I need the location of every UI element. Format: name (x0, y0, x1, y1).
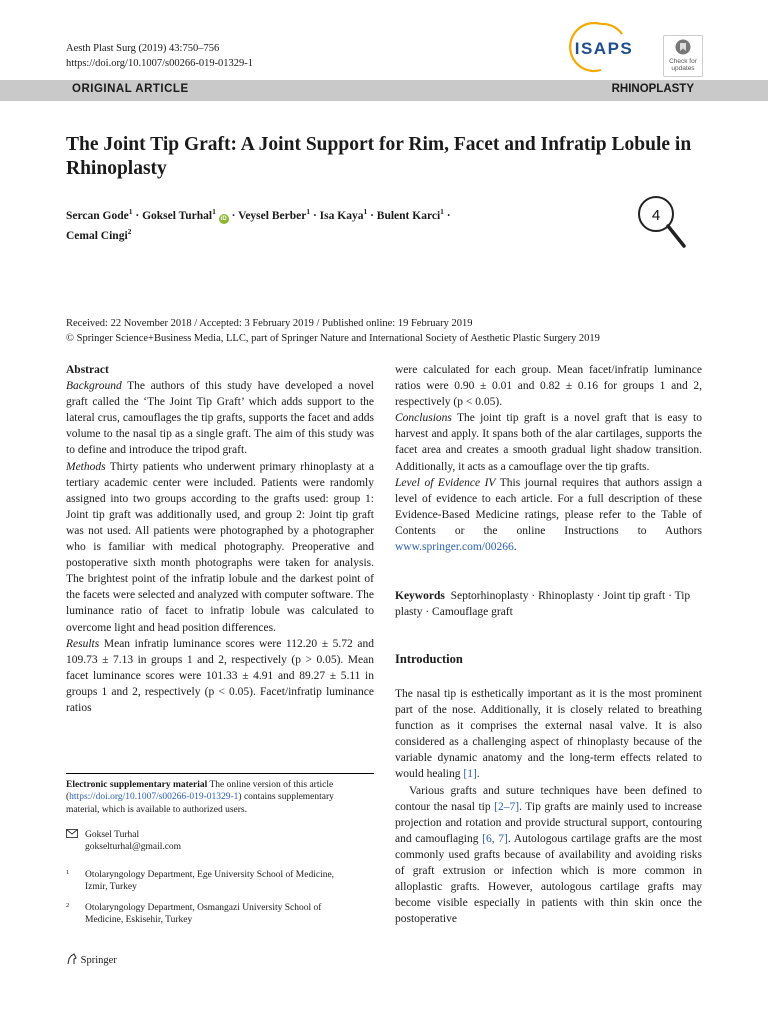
methods-text: Thirty patients who underwent primary rhinoplasty at a tertiary academic center were included. Patients were randomly assigned into two groups according to the grafts used: group 1: Joint tip graft was additionally used, and group 2: Joint tip graft was not used. All patients were photographed by a photographer who is familiar with medical photography. Preoperative and postoperative sixth month photographs were taken for analysis. The brightest point of the infratip lobule and the darkest point of the facets were selected and analyzed with computer software. The luminance ratio of facet to infratip lobule was calculated to overcome light and head position differences. (66, 460, 374, 634)
author-list: Sercan Gode$^1$ · Goksel Turhal$^1$ iD · Veysel Berber$^1$ · Isa Kaya$^1$ · Bulent Karci$^1$ · Cemal Cingi$^2$ (66, 207, 451, 242)
citation-link[interactable]: [2–7] (494, 800, 520, 813)
keywords-label: Keywords (395, 590, 445, 602)
background-text: The authors of this study have developed a novel graft called the ‘The Joint Tip Graft’ which adds support to the lateral crus, camouflages the tip grafts, supports the facet and adds volume to the nasal tip as a single graft. The aim of this study was to define and introduce the tripod graft. (66, 380, 374, 457)
check-for-updates-button[interactable] (663, 35, 703, 77)
publication-dates (66, 316, 600, 346)
doi-link[interactable]: https://doi.org/10.1007/s00266-019-01329-1 (66, 58, 254, 69)
author-name[interactable]: Isa Kaya (319, 209, 364, 222)
author-affiliation-marker: 1 (128, 207, 133, 216)
footnote-divider (66, 773, 374, 774)
author-affiliation-marker: 1 (212, 207, 216, 216)
abstract-heading: Abstract (66, 364, 109, 376)
springer-horse-icon (66, 953, 78, 965)
citation-link[interactable]: [6, 7] (482, 832, 508, 845)
introduction-heading: Introduction (395, 652, 463, 666)
corresponding-author-email[interactable]: gokselturhal@gmail.com (85, 842, 182, 853)
keywords-text: Septorhinoplasty · Rhinoplasty · Joint tip graft · Tip plasty · Camouflage graft (395, 590, 691, 619)
isaps-logo (556, 20, 646, 74)
methods-label: Methods (66, 460, 106, 473)
author-affiliation-marker: 1 (440, 207, 444, 216)
esm-doi-link[interactable]: https://doi.org/10.1007/s00266-019-01329-1 (69, 792, 239, 803)
bookmark-icon (675, 39, 691, 57)
article-type-label: ORIGINAL ARTICLE (72, 83, 189, 95)
affiliation-number: 1 (66, 869, 70, 876)
conclusions-label: Conclusions (395, 412, 452, 425)
loe-end: . (513, 541, 517, 554)
abstract-column (66, 362, 374, 716)
author-affiliation-marker: 1 (363, 207, 368, 216)
received-accepted-published: Received: 22 November 2018 / Accepted: 3 February 2019 / Published online: 19 February 2019 (66, 318, 473, 329)
loe-text: This journal requires that authors assign a level of evidence to each article. For a full description of these Evidence-Based Medicine ratings, please refer to the Table of Contents or the online Instructions to Authors (395, 476, 702, 537)
affiliation-1: Otolaryngology Department, Ege University School of Medicine, Izmir, Turkey (85, 870, 335, 893)
keywords (395, 588, 702, 620)
author-name[interactable]: Goksel Turhal (142, 209, 213, 222)
publisher-footer (66, 953, 117, 966)
article-type-band (0, 80, 768, 101)
author-affiliation-marker: 1 (306, 207, 311, 216)
section-label: RHINOPLASTY (611, 83, 694, 95)
abstract-conclusions (395, 410, 702, 474)
article-title: The Joint Tip Graft: A Joint Support for Rim, Facet and Infratip Lobule in Rhinoplasty (66, 134, 692, 179)
journal-meta (66, 41, 253, 71)
introduction-body (395, 686, 702, 927)
intro-paragraph-1 (395, 686, 702, 783)
journal-citation: Aesth Plast Surg (2019) 43:750–756 (66, 43, 220, 54)
intro-p2-text-b: . Tip grafts are mainly used to increase projection and rotation and provide structural support, contouring and camouflaging (395, 800, 702, 845)
author-name[interactable]: Bulent Karci (376, 209, 441, 222)
esm-text-b: ) contains supplementary material, which is available to authorized users. (66, 792, 334, 815)
affiliation-2: Otolaryngology Department, Osmangazi University School of Medicine, Eskisehir, Turkey (85, 903, 322, 926)
results-label: Results (66, 637, 100, 650)
abstract-methods (66, 459, 374, 636)
esm-footnote (66, 779, 366, 816)
springer-instructions-link[interactable]: www.springer.com/00266 (395, 541, 514, 554)
abstract-level-of-evidence (395, 475, 702, 555)
intro-p2-text-c: . Autologous cartilage grafts are the most commonly used grafts because of availability and avoiding risks of graft extrusion or infection which is more common in alloplastic grafts. However, autologous cartilage grafts may become visible especially in patients with thin skin once the postoperative (395, 832, 702, 926)
abstract-background (66, 378, 374, 458)
abstract-continued-column (395, 362, 702, 555)
author-name[interactable]: Veysel Berber (238, 209, 307, 222)
results-continued: were calculated for each group. Mean facet/infratip luminance ratios were 0.90 ± 0.01 and 0.82 ± 0.16 for groups 1 and 2, respectively (p < 0.05). (395, 364, 702, 409)
isaps-logo-text: ISAPS (574, 39, 634, 58)
intro-p1-text: The nasal tip is esthetically important as it is the most prominent part of the nose. Additionally, it is closely related to breathing function as it comprises the external nasal valve. It is also considered as a challenging aspect of rhinoplasty because of the variable dynamic anatomy and the long-term effects related to would healing (395, 688, 702, 781)
results-text: Mean infratip luminance scores were 112.20 ± 5.72 and 109.73 ± 7.13 in groups 1 and 2, respectively (p > 0.05). Mean facet luminance scores were 101.33 ± 4.91 and 89.27 ± 5.11 in groups 1 and 2, respectively (p < 0.05). Facet/infratip luminance ratios (66, 637, 374, 714)
copyright-line: © Springer Science+Business Media, LLC, part of Springer Nature and International Society of Aesthetic Plastic Surgery 2019 (66, 333, 600, 344)
affiliation-number: 2 (66, 902, 70, 909)
intro-p2-text-a: Various grafts and suture techniques have been defined to contour the nasal tip (395, 784, 702, 813)
intro-paragraph-2 (395, 783, 702, 928)
author-name[interactable]: Sercan Gode (66, 209, 129, 222)
orcid-icon[interactable]: iD (220, 215, 227, 222)
evidence-level-number: 4 (651, 207, 661, 224)
author-name[interactable]: Cemal Cingi (66, 229, 128, 242)
loe-label: Level of Evidence IV (395, 476, 496, 489)
esm-text-a: The online version of this article ( (66, 780, 334, 803)
abstract-results (66, 636, 374, 716)
background-label: Background (66, 380, 122, 393)
intro-p1-end: . (476, 768, 480, 781)
check-for-updates-label: Check for updates (669, 58, 697, 72)
citation-link[interactable]: [1] (463, 768, 477, 781)
conclusions-text: The joint tip graft is a novel graft that is easy to harvest and apply. It spans both of the alar cartilages, supports the facet area and creates a smooth gradual light shadow transition. Additionally, it acts as a camouflage over the tip grafts. (395, 412, 702, 473)
esm-label: Electronic supplementary material (66, 780, 208, 790)
corresponding-author-name: Goksel Turhal (85, 830, 140, 840)
author-affiliation-marker: 2 (127, 226, 132, 236)
corresponding-author (85, 829, 181, 854)
envelope-icon (66, 829, 78, 838)
publisher-name: Springer (80, 955, 117, 966)
evidence-level-magnifier-icon (628, 194, 690, 256)
